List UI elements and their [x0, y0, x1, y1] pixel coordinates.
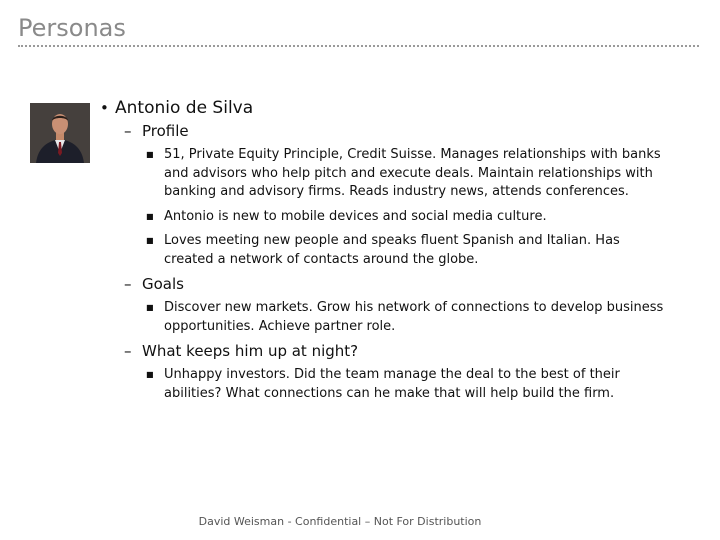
section-heading: Profile	[142, 122, 189, 140]
list-item	[146, 366, 666, 403]
list-item-text: 51, Private Equity Principle, Credit Suisse. Manages relationships with banks and advisors who help pitch and execute deals. Maintain relationships with banking and advisory firms. Reads industry news, attends conferences.	[164, 147, 661, 199]
title-divider	[18, 45, 699, 47]
list-item	[146, 146, 666, 202]
list-item	[146, 208, 666, 227]
dash-icon: –	[124, 122, 132, 140]
list-item-text: Loves meeting new people and speaks fluent Spanish and Italian. Has created a network of contacts around the globe.	[164, 233, 620, 267]
section-heading: What keeps him up at night?	[142, 342, 359, 360]
list-item	[146, 232, 666, 269]
square-bullet-icon: ■	[146, 303, 154, 312]
person-portrait-icon	[30, 103, 90, 163]
square-bullet-icon: ■	[146, 236, 154, 245]
section-heading: Goals	[142, 275, 184, 293]
footer: David Weisman - Confidential – Not For Distribution	[198, 515, 482, 528]
square-bullet-icon: ■	[146, 150, 154, 159]
square-bullet-icon: ■	[146, 370, 154, 379]
persona-name-item	[100, 98, 700, 118]
section-heading-goals	[124, 275, 700, 293]
persona-name: Antonio de Silva	[115, 98, 254, 118]
square-bullet-icon: ■	[146, 211, 154, 221]
bullet-icon: •	[100, 99, 109, 117]
list-item-text: Discover new markets. Grow his network of connections to develop business opportunities. Achieve partner role.	[164, 300, 664, 334]
dash-icon: –	[124, 342, 132, 360]
dash-icon: –	[124, 275, 132, 293]
list-item	[146, 299, 666, 336]
list-item-text: Unhappy investors. Did the team manage the deal to the best of their abilities? What connections can he make that will help build the firm.	[164, 367, 620, 401]
section-heading-concerns	[124, 342, 700, 360]
persona-content	[100, 98, 700, 409]
persona-photo	[30, 103, 90, 163]
list-item-text: Antonio is new to mobile devices and social media culture.	[164, 208, 547, 224]
section-heading-profile	[124, 122, 700, 140]
page-title: Personas	[18, 14, 126, 42]
